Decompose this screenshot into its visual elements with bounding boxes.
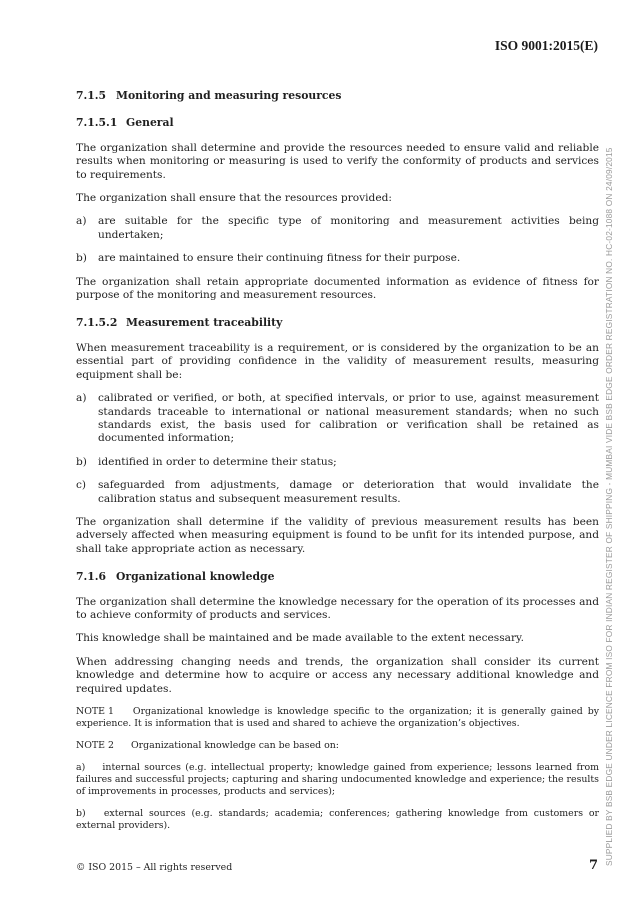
paragraph: When measurement traceability is a requirement, or is considered by the organization to be an essential part of providing confidence in the validity of measurement results, measuring equipment shall be: [76, 341, 599, 381]
list-text: are suitable for the specific type of monitoring and measurement activities being undertaken; [98, 215, 599, 241]
note-text: Organizational knowledge is knowledge specific to the organization; it is generally gained by experience. It is information that is used and shared to achieve the organization’s objectives. [76, 706, 599, 729]
page-number: 7 [588, 858, 598, 873]
note-list-text: external sources (e.g. standards; academia; conferences; gathering knowledge from customers or external providers). [76, 808, 599, 831]
section-title: Measurement traceability [126, 316, 283, 330]
paragraph: The organization shall determine the knowledge necessary for the operation of its processes and to achieve conformity of products and services. [76, 595, 599, 621]
paragraph: The organization shall determine and provide the resources needed to ensure valid and reliable results when monitoring or measuring is used to verify the conformity of products and services to requirements. [76, 141, 599, 181]
list-item [76, 252, 599, 265]
license-watermark: SUPPLIED BY BSB EDGE UNDER LICENCE FROM ISO FOR INDIAN REGISTER OF SHIPPING - MUMBAI VIDE BSB EDGE ORDER REGISTRATION NO. HC-02-1088 ON 24/09/2015 [604, 147, 614, 866]
list-label: a) [76, 392, 87, 405]
note-text: Organizational knowledge can be based on: [130, 740, 339, 751]
standard-identifier: ISO 9001:2015(E) [494, 38, 598, 53]
section-heading-7-1-5-2 [76, 316, 599, 329]
paragraph: This knowledge shall be maintained and be made available to the extent necessary. [76, 632, 524, 645]
note-list-label: a) [76, 762, 86, 773]
paragraph: The organization shall retain appropriate documented information as evidence of fitness for purpose of the monitoring and measurement resources. [76, 275, 599, 302]
paragraph: When addressing changing needs and trends, the organization shall consider its current knowledge and determine how to acquire or access any necessary additional knowledge and required updates. [76, 655, 599, 695]
note-1 [76, 706, 599, 730]
list-text: are maintained to ensure their continuing fitness for their purpose. [98, 252, 461, 265]
copyright-notice: © ISO 2015 – All rights reserved [76, 862, 233, 873]
list-label: b) [76, 455, 87, 468]
section-title: Organizational knowledge [116, 570, 275, 584]
section-number: 7.1.5 [76, 89, 107, 102]
list-text: identified in order to determine their status; [98, 455, 337, 468]
page-content [76, 89, 599, 842]
paragraph: The organization shall ensure that the resources provided: [76, 192, 392, 205]
paragraph: The organization shall determine if the validity of previous measurement results has been adversely affected when measuring equipment is found to be unfit for its intended purpose, and shall take appropriate action as necessary. [76, 515, 599, 555]
list-label: a) [76, 215, 87, 228]
section-number: 7.1.5.1 [76, 116, 118, 130]
list-label: b) [76, 252, 87, 265]
list-item [76, 479, 599, 506]
section-heading-7-1-6 [76, 570, 599, 583]
list-item [76, 456, 599, 469]
note-list-text: internal sources (e.g. intellectual property; knowledge gained from experience; lessons learned from failures and successful projects; capturing and sharing undocumented knowledge and experience; the results of improvements in processes, products and services); [76, 762, 599, 797]
note-list-label: b) [76, 808, 86, 819]
note-list-item [76, 762, 599, 798]
section-heading-7-1-5-1 [76, 116, 599, 129]
list-text: safeguarded from adjustments, damage or deterioration that would invalidate the calibration status and subsequent measurement results. [98, 479, 599, 505]
note-2 [76, 740, 599, 752]
section-title: Monitoring and measuring resources [116, 89, 342, 102]
section-number: 7.1.6 [76, 570, 107, 584]
list-item [76, 215, 599, 242]
list-item [76, 392, 599, 446]
note-label: NOTE 1 [76, 706, 114, 717]
section-heading-7-1-5 [76, 89, 599, 102]
note-list-item [76, 808, 599, 832]
list-text: calibrated or verified, or both, at specified intervals, or prior to use, against measurement standards traceable to international or national measurement standards; when no such standards exist, the basis used for calibration or verification shall be retained as documented information; [98, 392, 599, 445]
note-label: NOTE 2 [76, 740, 114, 751]
list-label: c) [76, 479, 87, 492]
section-title: General [126, 116, 174, 130]
section-number: 7.1.5.2 [76, 316, 118, 330]
